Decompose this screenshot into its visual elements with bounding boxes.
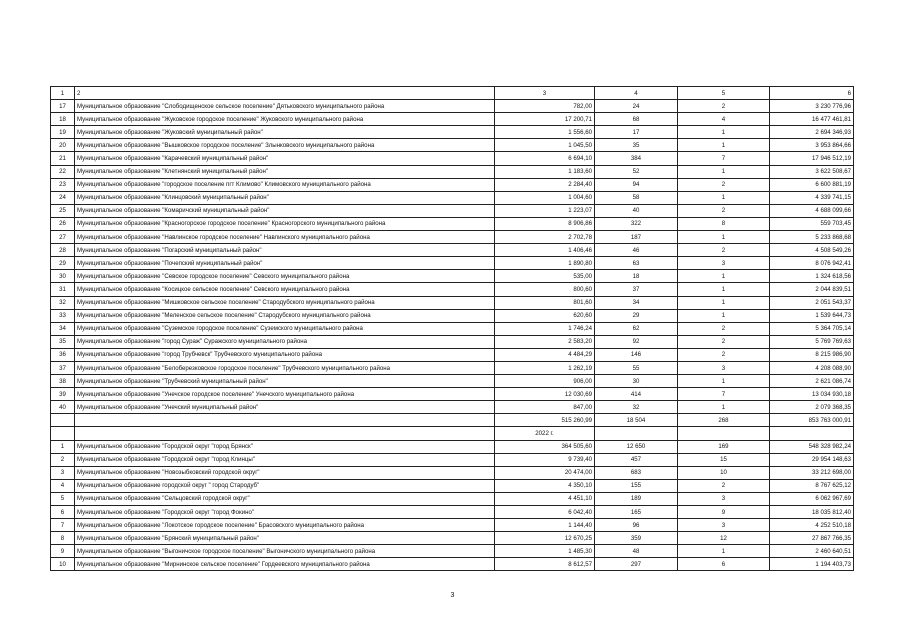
table-cell: 1 539 644,73 [770, 309, 854, 322]
table-cell [75, 427, 495, 440]
table-cell: 6 042,40 [495, 506, 595, 519]
table-cell: 3 [678, 361, 770, 374]
table-row [51, 113, 854, 126]
table-cell: 34 [51, 322, 75, 335]
table-cell: 1 045,50 [495, 139, 595, 152]
table-row [51, 165, 854, 178]
table-row [51, 283, 854, 296]
table-cell: 8 215 986,90 [770, 348, 854, 361]
table-row [51, 375, 854, 388]
table-cell: Муниципальное образование "Клетнянский муниципальный район" [75, 165, 495, 178]
table-cell: Муниципальное образование "Клинцовский муниципальный район" [75, 191, 495, 204]
table-cell: Муниципальное образование "Белоберезковское городское поселение" Трубчевского муниципального района [75, 361, 495, 374]
table-cell: 189 [595, 492, 678, 505]
table-cell: 12 [678, 532, 770, 545]
table-cell: Муниципальное образование "Выгоничское городское поселение" Выгоничского муниципального района [75, 545, 495, 558]
table-cell: Муниципальное образование "Слободищенское сельское поселение" Дятьковского муниципального района [75, 100, 495, 113]
table-cell: 1 324 618,56 [770, 270, 854, 283]
table-cell [595, 427, 678, 440]
table-cell: 4 [595, 87, 678, 100]
total-row [51, 414, 854, 427]
table-row [51, 322, 854, 335]
table-cell: 2 694 346,93 [770, 126, 854, 139]
table-cell: 9 [51, 545, 75, 558]
table-cell: 1 [678, 139, 770, 152]
table-cell: 96 [595, 519, 678, 532]
table-cell: 24 [595, 100, 678, 113]
table-cell: 2 [75, 87, 495, 100]
table-cell: 32 [595, 401, 678, 414]
table-cell: 620,60 [495, 309, 595, 322]
table-cell: 4 [51, 479, 75, 492]
table-cell: Муниципальное образование "Севское городское поселение" Севского муниципального района [75, 270, 495, 283]
table-cell: 853 763 000,91 [770, 414, 854, 427]
table-cell [75, 414, 495, 427]
table-cell: 1 556,60 [495, 126, 595, 139]
table-cell: 6 [770, 87, 854, 100]
table-cell: 12 670,25 [495, 532, 595, 545]
table-cell: 36 [51, 348, 75, 361]
table-cell: 1 [678, 126, 770, 139]
table-cell: 3 [51, 466, 75, 479]
table-cell: 1 [678, 375, 770, 388]
table-cell: 146 [595, 348, 678, 361]
table-cell: 2 460 640,51 [770, 545, 854, 558]
table-cell [770, 427, 854, 440]
table-cell: 2 079 368,35 [770, 401, 854, 414]
table-cell: 8 906,86 [495, 217, 595, 230]
table-cell: 17 [595, 126, 678, 139]
page-number: 3 [450, 592, 455, 599]
table-cell [51, 427, 75, 440]
table-cell: 5 [678, 87, 770, 100]
table-row [51, 178, 854, 191]
table-cell: 17 [51, 100, 75, 113]
table-cell: 2 583,20 [495, 335, 595, 348]
table-cell: 4 252 510,18 [770, 519, 854, 532]
table-cell: 68 [595, 113, 678, 126]
table-row [51, 388, 854, 401]
table-cell: Муниципальное образование "Вышковское городское поселение" Злынковского муниципального района [75, 139, 495, 152]
table-cell: Муниципальное образование "Мишковское сельское поселение" Стародубского муниципального района [75, 296, 495, 309]
table-cell [51, 414, 75, 427]
table-cell: 6 062 967,69 [770, 492, 854, 505]
table-cell: 28 [51, 244, 75, 257]
table-row [51, 335, 854, 348]
table-cell: Муниципальное образование "Карачевский муниципальный район" [75, 152, 495, 165]
table-cell: 8 076 942,41 [770, 257, 854, 270]
table-cell: 23 [51, 178, 75, 191]
table-cell: 37 [51, 361, 75, 374]
table-cell: 8 612,57 [495, 558, 595, 571]
table-cell: 1 746,24 [495, 322, 595, 335]
table-cell: 18 [51, 113, 75, 126]
table-cell: Муниципальное образование "Жуковское городское поселение" Жуковского муниципального района [75, 113, 495, 126]
table-row [51, 440, 854, 453]
table-cell: 3 [678, 519, 770, 532]
table-cell [678, 427, 770, 440]
table-cell: 3 [495, 87, 595, 100]
table-cell: 55 [595, 361, 678, 374]
table-cell: 2 044 839,51 [770, 283, 854, 296]
table-row [51, 270, 854, 283]
table-row [51, 244, 854, 257]
table-cell: 2 [678, 100, 770, 113]
table-cell: Муниципальное образование "город Сураж" Суражского муниципального района [75, 335, 495, 348]
table-cell: 9 739,40 [495, 453, 595, 466]
table-cell: 1 [678, 545, 770, 558]
table-cell: 10 [51, 558, 75, 571]
table-cell: Муниципальное образование "Мирнинское сельское поселение" Гордеевского муниципального района [75, 558, 495, 571]
table-row [51, 348, 854, 361]
table-cell: 29 [595, 309, 678, 322]
table-cell: 20 474,00 [495, 466, 595, 479]
table-cell: 5 364 705,14 [770, 322, 854, 335]
table-cell: 29 [51, 257, 75, 270]
table-cell: 38 [51, 375, 75, 388]
table-cell: 2 [678, 178, 770, 191]
table-cell: 4 [678, 113, 770, 126]
table-cell: 384 [595, 152, 678, 165]
table-row [51, 152, 854, 165]
table-cell: 30 [51, 270, 75, 283]
table-cell: 8 767 625,12 [770, 479, 854, 492]
table-cell: 2 702,78 [495, 231, 595, 244]
table-cell: 94 [595, 178, 678, 191]
table-cell: 34 [595, 296, 678, 309]
table-cell: 1 223,07 [495, 204, 595, 217]
table-cell: 15 [678, 453, 770, 466]
table-cell: 359 [595, 532, 678, 545]
table-cell: 48 [595, 545, 678, 558]
table-cell: 12 030,69 [495, 388, 595, 401]
table-cell: 4 484,29 [495, 348, 595, 361]
table-cell: 5 769 769,63 [770, 335, 854, 348]
table-cell: 683 [595, 466, 678, 479]
table-cell: 1 406,46 [495, 244, 595, 257]
table-row [51, 204, 854, 217]
table-cell: 30 [595, 375, 678, 388]
table-cell: 17 200,71 [495, 113, 595, 126]
year-row [51, 427, 854, 440]
table-cell: 2 [678, 204, 770, 217]
table-row [51, 492, 854, 505]
table-cell: 8 [51, 532, 75, 545]
table-cell: 29 954 148,63 [770, 453, 854, 466]
table-cell: Муниципальное образование "Суземское городское поселение" Суземского муниципального района [75, 322, 495, 335]
table-cell: 8 [678, 217, 770, 230]
table-cell: Муниципальное образование "Унечское городское поселение" Унечского муниципального района [75, 388, 495, 401]
table-cell: 6 694,10 [495, 152, 595, 165]
table-cell: 40 [595, 204, 678, 217]
table-row [51, 506, 854, 519]
table-cell: 297 [595, 558, 678, 571]
table-cell: 4 451,10 [495, 492, 595, 505]
table-cell: Муниципальное образование "Городской округ "город Фокино" [75, 506, 495, 519]
table-cell: Муниципальное образование "Красногорское городское поселение" Красногорского муниципального района [75, 217, 495, 230]
table-cell: 20 [51, 139, 75, 152]
table-row [51, 217, 854, 230]
table-cell: 1 890,80 [495, 257, 595, 270]
table-cell: 2 284,40 [495, 178, 595, 191]
table-cell: 1 [678, 283, 770, 296]
table-cell: 1 [51, 440, 75, 453]
table-cell: 2 [678, 348, 770, 361]
table-cell: 2 [678, 244, 770, 257]
table-cell: 548 328 982,24 [770, 440, 854, 453]
table-cell: Муниципальное образование "Городской округ "город Брянск" [75, 440, 495, 453]
table-row [51, 100, 854, 113]
table-cell: 1 [678, 401, 770, 414]
table-cell: 4 508 549,26 [770, 244, 854, 257]
table-cell: 35 [51, 335, 75, 348]
table-cell: 268 [678, 414, 770, 427]
table-cell: Муниципальное образование "Комаричский муниципальный район" [75, 204, 495, 217]
table-cell: 847,00 [495, 401, 595, 414]
table-cell: Муниципальное образование "Брянский муниципальный район" [75, 532, 495, 545]
table-cell: 13 034 930,18 [770, 388, 854, 401]
table-cell: 559 703,45 [770, 217, 854, 230]
table-cell: 7 [678, 388, 770, 401]
table-cell: 1 [678, 231, 770, 244]
table-cell: 457 [595, 453, 678, 466]
year-label: 2022 г. [495, 427, 595, 440]
table-cell: Муниципальное образование "Унечский муниципальный район" [75, 401, 495, 414]
table-cell: 165 [595, 506, 678, 519]
table-cell: 18 504 [595, 414, 678, 427]
table-cell: 40 [51, 401, 75, 414]
table-cell: 18 [595, 270, 678, 283]
table-cell: 1 262,19 [495, 361, 595, 374]
table-cell: 52 [595, 165, 678, 178]
table-cell: Муниципальное образование "Жуковский муниципальный район" [75, 126, 495, 139]
table-row [51, 401, 854, 414]
table-cell: 414 [595, 388, 678, 401]
table-cell: Муниципальное образование городской округ " город Стародуб" [75, 479, 495, 492]
table-cell: 1 004,60 [495, 191, 595, 204]
table-cell: 2 [678, 479, 770, 492]
table-row [51, 532, 854, 545]
table-cell: 4 350,10 [495, 479, 595, 492]
table-cell: 3 [678, 492, 770, 505]
table-cell: 21 [51, 152, 75, 165]
table-row [51, 257, 854, 270]
table-cell: 19 [51, 126, 75, 139]
table-cell: 9 [678, 506, 770, 519]
table-cell: 24 [51, 191, 75, 204]
table-cell: 16 477 461,81 [770, 113, 854, 126]
table-row [51, 309, 854, 322]
table-cell: 33 [51, 309, 75, 322]
table-cell: Муниципальное образование "Погарский муниципальный район" [75, 244, 495, 257]
table-cell: 18 035 812,40 [770, 506, 854, 519]
table-cell: 364 505,60 [495, 440, 595, 453]
table-cell: Муниципальное образование "Сельцовский городской округ" [75, 492, 495, 505]
table-row [51, 479, 854, 492]
table-cell: 7 [678, 152, 770, 165]
table-cell: 46 [595, 244, 678, 257]
table-row [51, 361, 854, 374]
table-cell: Муниципальное образование "Меленское сельское поселение" Стародубского муниципального района [75, 309, 495, 322]
table-cell: Муниципальное образование "городское поселение пгт Климово" Климовского муниципального района [75, 178, 495, 191]
table-cell: Муниципальное образование "Городской округ "город Клинцы" [75, 453, 495, 466]
table-cell: 58 [595, 191, 678, 204]
table-cell: 1 [51, 87, 75, 100]
table-cell: 3 622 508,67 [770, 165, 854, 178]
table-cell: 6 [51, 506, 75, 519]
table-row [51, 466, 854, 479]
table-cell: 2 621 086,74 [770, 375, 854, 388]
table-cell: 1 [678, 296, 770, 309]
table-cell: 17 946 512,19 [770, 152, 854, 165]
table-cell: 800,60 [495, 283, 595, 296]
table-cell: 5 [51, 492, 75, 505]
table-cell: 1 [678, 270, 770, 283]
table-cell: 1 183,60 [495, 165, 595, 178]
table-cell: 39 [51, 388, 75, 401]
table-row [51, 191, 854, 204]
table-cell: 37 [595, 283, 678, 296]
table-cell: 515 260,99 [495, 414, 595, 427]
table-cell: 10 [678, 466, 770, 479]
table-cell: Муниципальное образование "Трубчевский муниципальный район" [75, 375, 495, 388]
table-cell: 22 [51, 165, 75, 178]
table-cell: 62 [595, 322, 678, 335]
table-cell: 801,60 [495, 296, 595, 309]
table-cell: 4 208 088,90 [770, 361, 854, 374]
table-cell: Муниципальное образование "Локотское городское поселение" Брасовского муниципального района [75, 519, 495, 532]
table-header-row [51, 87, 854, 100]
table-row [51, 545, 854, 558]
table-row [51, 139, 854, 152]
table-cell: 4 339 741,15 [770, 191, 854, 204]
table-row [51, 453, 854, 466]
table-cell: Муниципальное образование "Навлинское городское поселение" Навлинского муниципального района [75, 231, 495, 244]
table-cell: 27 [51, 231, 75, 244]
table-cell: 3 953 864,66 [770, 139, 854, 152]
table-cell: 906,00 [495, 375, 595, 388]
table-cell: 782,00 [495, 100, 595, 113]
table-cell: 1 194 403,73 [770, 558, 854, 571]
table-cell: 5 233 868,68 [770, 231, 854, 244]
table-cell: 6 [678, 558, 770, 571]
data-table [50, 86, 854, 571]
table-cell: 6 600 881,19 [770, 178, 854, 191]
table-cell: 1 [678, 309, 770, 322]
table-cell: 4 688 099,66 [770, 204, 854, 217]
table-cell: 155 [595, 479, 678, 492]
table-cell: 535,00 [495, 270, 595, 283]
table-cell: 27 867 766,35 [770, 532, 854, 545]
table-cell: 33 212 698,00 [770, 466, 854, 479]
table-cell: 2 [678, 322, 770, 335]
table-row [51, 231, 854, 244]
table-cell: 1 [678, 165, 770, 178]
table-cell: 1 485,30 [495, 545, 595, 558]
table-cell: 2 [678, 335, 770, 348]
table-cell: Муниципальное образование "Почепский муниципальный район" [75, 257, 495, 270]
table-cell: 187 [595, 231, 678, 244]
table-cell: Муниципальное образование "Косицкое сельское поселение" Севского муниципального района [75, 283, 495, 296]
table-cell: 32 [51, 296, 75, 309]
table-cell: 31 [51, 283, 75, 296]
table-body [51, 87, 854, 571]
table-cell: Муниципальное образование "Новозыбковский городской округ" [75, 466, 495, 479]
table-cell: 63 [595, 257, 678, 270]
table-cell: 2 051 543,37 [770, 296, 854, 309]
table-cell: 1 144,40 [495, 519, 595, 532]
table-cell: 1 [678, 191, 770, 204]
table-cell: 12 650 [595, 440, 678, 453]
table-cell: 35 [595, 139, 678, 152]
table-cell: 7 [51, 519, 75, 532]
table-cell: 322 [595, 217, 678, 230]
table-row [51, 519, 854, 532]
table-cell: 25 [51, 204, 75, 217]
table-row [51, 558, 854, 571]
table-row [51, 126, 854, 139]
table-row [51, 296, 854, 309]
table-cell: 3 230 776,96 [770, 100, 854, 113]
table-cell: 3 [678, 257, 770, 270]
table-cell: 26 [51, 217, 75, 230]
table-cell: 92 [595, 335, 678, 348]
table-cell: 2 [51, 453, 75, 466]
table-cell: Муниципальное образование "город Трубчевск" Трубчевского муниципального района [75, 348, 495, 361]
table-cell: 169 [678, 440, 770, 453]
